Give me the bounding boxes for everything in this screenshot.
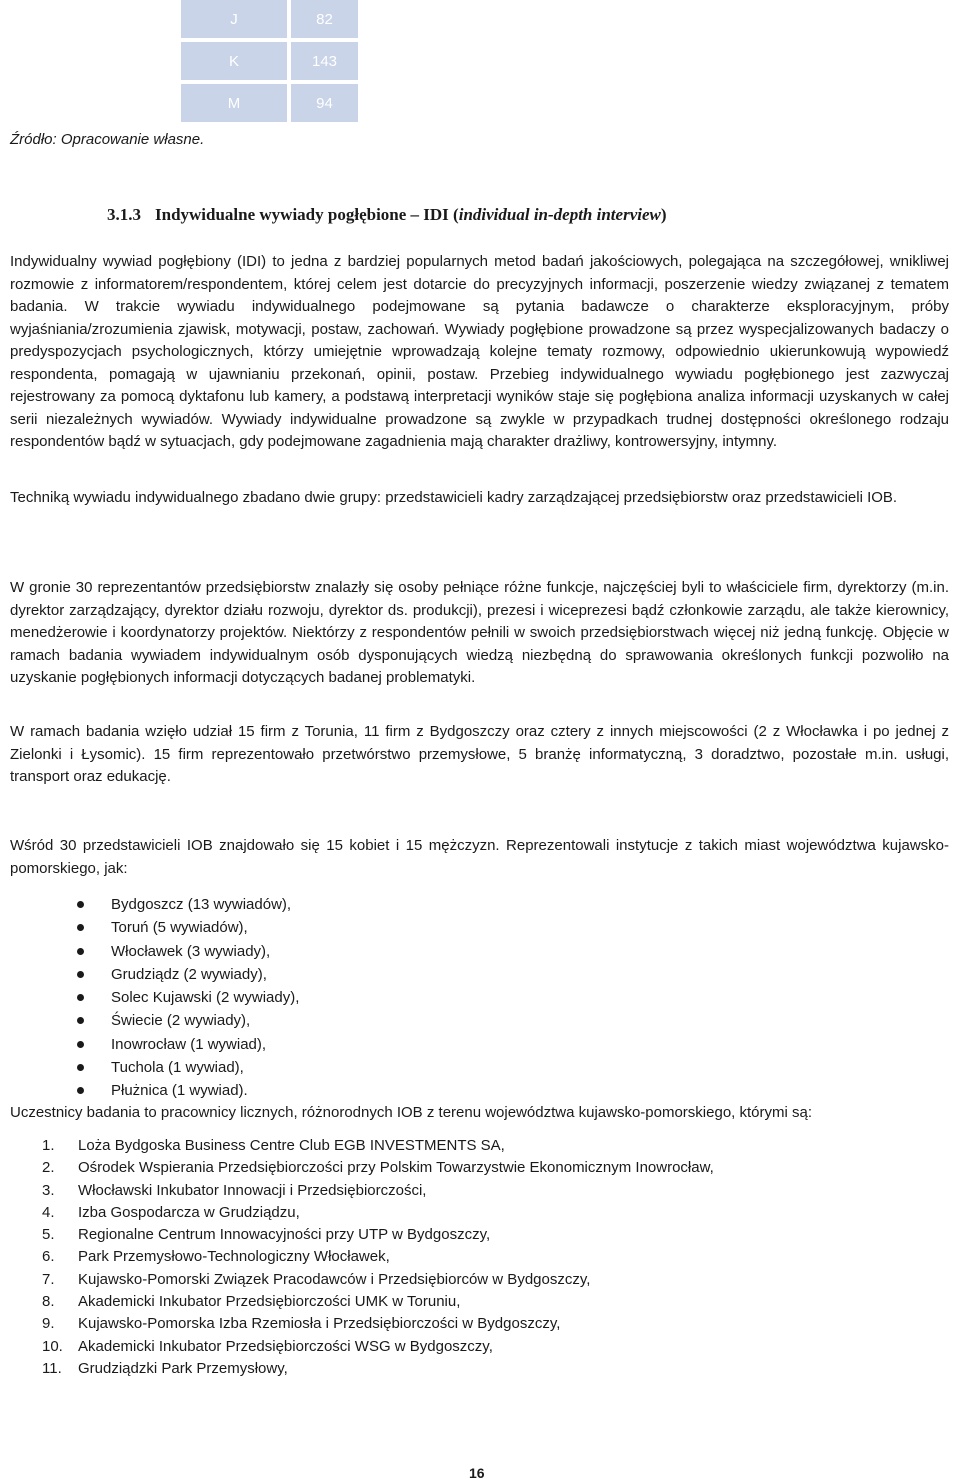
paragraph-firms: W ramach badania wzięło udział 15 firm z Torunia, 11 firm z Bydgoszczy oraz cztery z innych miejscowości (2 z Włocławka i po jednej z Zielonki i Łysomic). 15 firm reprezentowało przetwórstwo przemysłowe, 5 branżę informatyczną, 3 doradztwo, pozostałe m.in. usługi, transport oraz edukację. [10,723,949,785]
list-item: Toruń (5 wywiadów), [0,916,299,939]
table-source-note: Źródło: Opracowanie własne. [10,131,205,148]
paragraph-iob-reps: Wśród 30 przedstawicieli IOB znajdowało się 15 kobiet i 15 mężczyzn. Reprezentowali instytucje z takich miast województwa kujawsko-pomorskiego, jak: [10,837,949,877]
list-number: 2. [42,1159,55,1177]
table-cell-value: 143 [291,42,358,80]
section-heading [107,205,667,225]
page-number: 16 [469,1465,485,1481]
list-item [0,1269,714,1291]
list-item-text: Park Przemysłowo-Technologiczny Włocławek, [78,1248,390,1266]
list-item: Bydgoszcz (13 wywiadów), [0,893,299,916]
list-item [0,1313,714,1335]
list-item [0,1358,714,1380]
table-cell-label: M [181,84,287,122]
list-item [0,1135,714,1157]
list-number: 11. [42,1359,62,1377]
list-item-text: Grudziądzki Park Przemysłowy, [78,1359,288,1377]
list-item: Płużnica (1 wywiad). [0,1079,299,1102]
cities-list [0,893,299,1103]
list-number: 9. [42,1315,55,1333]
paragraph-enterprise-reps: W gronie 30 reprezentantów przedsiębiorstw znalazły się osoby pełniące różne funkcje, najczęściej byli to właściciele firm, dyrektorzy (m.in. dyrektor zarządzający, dyrektor działu rozwoju, dyrektor ds. produkcji), prezesi i wiceprezesi bądź członkowie zarządu, ale także kierownicy, menedżerowie i koordynatorzy projektów. Niektórzy z respondentów pełnili w swoich przedsiębiorstwach więcej niż jedną funkcję. Objęcie w ramach badania wywiadem indywidualnym osób dysponujących wiedzą niezbędną do sprawowania określonych funkcji pozwoliło na uzyskanie pogłębionych informacji dotyczących badanej problematyki. [10,579,949,686]
list-number: 4. [42,1203,55,1221]
list-item-text: Kujawsko-Pomorska Izba Rzemiosła i Przedsiębiorczości w Bydgoszczy, [78,1315,561,1333]
list-item [0,1246,714,1268]
paragraph-participants: Uczestnicy badania to pracownicy licznych, różnorodnych IOB z terenu województwa kujawsko-pomorskiego, którymi są: [10,1104,813,1121]
section-number: 3.1.3 [107,205,141,224]
list-item [0,1180,714,1202]
table-cell-value: 82 [291,0,358,38]
section-title-italic: individual in-depth interview [458,205,661,224]
list-number: 6. [42,1248,55,1266]
list-number: 8. [42,1293,55,1311]
list-item: Grudziądz (2 wywiady), [0,963,299,986]
table-row [181,84,358,122]
list-item: Inowrocław (1 wywiad), [0,1033,299,1056]
list-number: 10. [42,1337,63,1355]
section-title-prefix: Indywidualne wywiady pogłębione – IDI ( [155,205,459,224]
list-item-text: Regionalne Centrum Innowacyjności przy UTP w Bydgoszczy, [78,1226,491,1244]
table-cell-value: 94 [291,84,358,122]
list-item [0,1224,714,1246]
list-item: Świecie (2 wywiady), [0,1009,299,1032]
table-cell-label: J [181,0,287,38]
paragraph-groups: Techniką wywiadu indywidualnego zbadano dwie grupy: przedstawicieli kadry zarządzającej przedsiębiorstw oraz przedstawicieli IOB. [10,489,898,506]
list-item [0,1336,714,1358]
list-number: 5. [42,1226,55,1244]
list-item-text: Ośrodek Wspierania Przedsiębiorczości przy Polskim Towarzystwie Ekonomicznym Inowrocław, [78,1159,714,1177]
list-item: Tuchola (1 wywiad), [0,1056,299,1079]
list-item-text: Akademicki Inkubator Przedsiębiorczości UMK w Toruniu, [78,1293,461,1311]
list-item [0,1157,714,1179]
table-row [181,42,358,80]
data-table [181,0,358,126]
list-number: 3. [42,1181,55,1199]
list-item-text: Włocławski Inkubator Innowacji i Przedsiębiorczości, [78,1181,427,1199]
section-title-suffix: ) [660,205,667,224]
list-number: 7. [42,1270,55,1288]
list-item-text: Kujawsko-Pomorski Związek Pracodawców i Przedsiębiorców w Bydgoszczy, [78,1270,591,1288]
list-item [0,1202,714,1224]
list-item [0,1291,714,1313]
paragraph-idi-definition: Indywidualny wywiad pogłębiony (IDI) to jedna z bardziej popularnych metod badań jakościowych, polegająca na szczegółowej, wnikliwej rozmowie z informatorem/respondentem, której celem jest dotarcie do precyzyjnych informacji, poszerzenie wiedzy związanej z tematem badania. W trakcie wywiadu indywidualnego podejmowane są pytania badawcze o charakterze eksploracyjnym, próby wyjaśniania/zrozumienia zjawisk, motywacji, postaw, zachowań. Wywiady pogłębione prowadzone są przez wyspecjalizowanych badaczy o predyspozycjach psychologicznych, którzy umiejętnie wprowadzają kolejne tematy rozmowy, odpowiednio ukierunkowują wypowiedź respondenta, pomagają w ujawnianiu przekonań, opinii, postaw. Przebieg indywidualnego wywiadu pogłębionego jest zazwyczaj rejestrowany za pomocą dyktafonu lub kamery, a podstawą interpretacji wyników staje się pogłębiona analiza informacji uzyskanych w całej serii niezależnych wywiadów. Wywiady indywidualne prowadzone są zwykle w przypadkach trudnej dostępności określonego rodzaju respondentów bądź w sytuacjach, gdy podejmowane zagadnienia mają charakter drażliwy, kontrowersyjny, intymny. [10,253,949,450]
list-item-text: Izba Gospodarcza w Grudziądzu, [78,1203,300,1221]
list-item: Solec Kujawski (2 wywiady), [0,986,299,1009]
list-item: Włocławek (3 wywiady), [0,940,299,963]
table-row [181,0,358,38]
list-item-text: Akademicki Inkubator Przedsiębiorczości WSG w Bydgoszczy, [78,1337,493,1355]
institutions-list [0,1135,714,1380]
table-cell-label: K [181,42,287,80]
list-item-text: Loża Bydgoska Business Centre Club EGB INVESTMENTS SA, [78,1137,505,1154]
list-number: 1. [42,1137,55,1154]
